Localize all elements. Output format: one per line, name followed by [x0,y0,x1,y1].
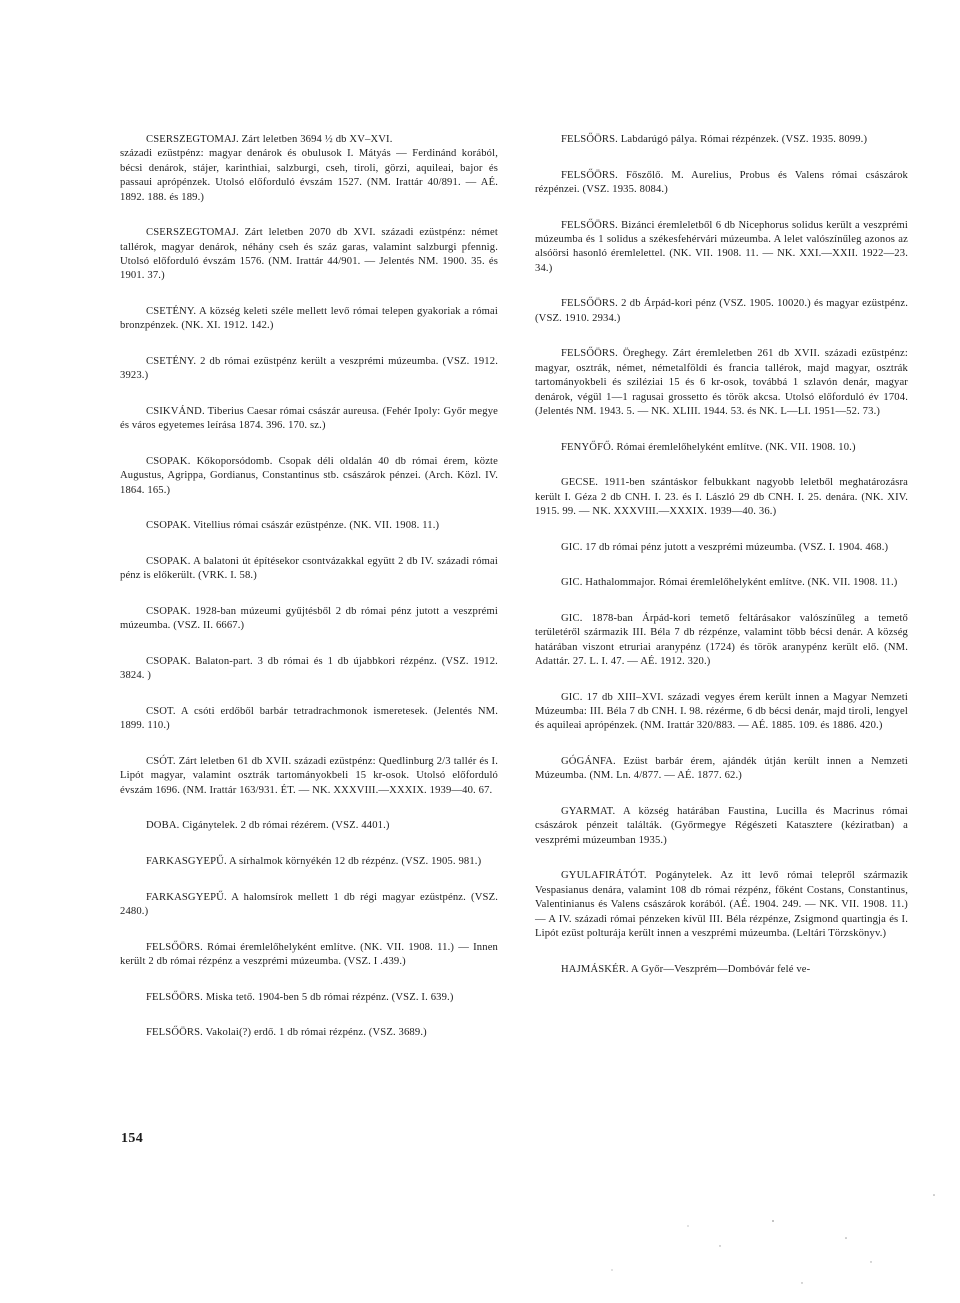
page-number: 154 [121,1131,144,1146]
gazetteer-entry [535,169,908,198]
gazetteer-entry [120,705,498,734]
gazetteer-entry [120,891,498,920]
entry-text: GIC. 17 db XIII–XVI. századi vegyes érem került innen a Magyar Nemzeti Múzeumba: III. Béla 7 db CNH. I. 98. rézérme, 6 db bécsi denár, majd tiroli, lengyel és aquileai aprópénzek. (NM. Irattár 320/883. — AÉ. 1885. 109. és 1886. 420.) [535,691,908,732]
left-column [120,133,498,1062]
gazetteer-entry [120,133,498,205]
gazetteer-entry [120,519,498,533]
entry-text: FELSŐÖRS. Vakolai(?) erdő. 1 db római rézpénz. (VSZ. 3689.) [146,1027,427,1039]
entry-text: GYARMAT. A község határában Faustina, Lucilla és Macrinus római császárok pénzeit találták. (Győrmegye Régészeti Katasztere (kéziratban) a veszprémi múzeumban 1935.) [535,806,908,846]
gazetteer-entry [535,347,908,419]
entry-text: CSOPAK. A balatoni út építésekor csontvázakkal együtt 2 db IV. századi római pénz is előkerült. (VRK. I. 58.) [120,556,498,582]
gazetteer-entry [535,691,908,734]
entry-text: FARKASGYEPŰ. A halomsírok mellett 1 db régi magyar ezüstpénz. (VSZ. 2480.) [120,891,498,918]
gazetteer-entry [535,133,908,147]
gazetteer-entry [120,1026,498,1040]
entry-text: CSOPAK. 1928-ban múzeumi gyűjtésből 2 db római pénz jutott a veszprémi múzeumba. (VSZ. II. 6667.) [120,606,498,632]
gazetteer-entry [120,655,498,684]
gazetteer-entry [120,555,498,584]
gazetteer-entry [120,405,498,434]
gazetteer-entry [535,441,908,455]
gazetteer-entry [120,819,498,833]
entry-text: FELSŐÖRS. Bizánci éremleletből 6 db Nicephorus solidus került a veszprémi múzeumba és 1 solidus a székesfehérvári múzeumba. A lelet valószínűleg azonos az alsóörsi hasonló éremlelettel. (NK. VII. 1908. 11. — NK. XXI.—XXII. 1922—23. 34.) [535,219,908,274]
entry-text: CSIKVÁND. Tiberius Caesar római császár aureusa. (Fehér Ipoly: Győr megye és város egyetemes leírása 1874. 396. 170. sz.) [120,406,498,432]
gazetteer-entry [535,963,908,977]
gazetteer-entry [535,755,908,784]
entry-text: FELSŐÖRS. Labdarúgó pálya. Római rézpénzek. (VSZ. 1935. 8099.) [561,134,868,145]
entry-text: FELSŐÖRS. Főszőlő. M. Aurelius, Probus és Valens római császárok rézpénzei. (VSZ. 1935. 8084.) [535,169,908,195]
entry-text: GIC. Hathalommajor. Római éremlelőhelyként említve. (NK. VII. 1908. 11.) [561,577,898,589]
entry-text: FELSŐÖRS. Öreghegy. Zárt éremleletben 261 db XVII. századi ezüstpénz: magyar, osztrák, német, németalföldi és francia tallérok, majd magyar, osztrák tartományokbeli és sziléziai 15 és 6 kr-osok, továbbá 1 szlavón denár, magyar denárok, végül 1—1 ragusai grossetto és török akcsa. Utolsó előforduló év 1704. (Jelentés NM. 1943. 5. — NK. XLIII. 1944. 53. és NK. L—LI. 1951—52. 73.) [535,348,908,418]
right-column [535,133,908,998]
entry-text: FARKASGYEPŰ. A sírhalmok környékén 12 db rézpénz. (VSZ. 1905. 981.) [146,856,482,868]
entry-text: GÓGÁNFA. Ezüst barbár érem, ajándék útján került innen a Nemzeti Múzeumba. (NM. Ln. 4/877. — AÉ. 1877. 62.) [535,756,908,782]
gazetteer-entry [535,869,908,941]
gazetteer-entry [120,226,498,284]
gazetteer-entry [535,576,908,590]
entry-text: CSETÉNY. A község keleti széle mellett levő római telepen gyakoriak a római bronzpénzek. (NK. XI. 1912. 142.) [120,306,498,332]
gazetteer-entry [120,455,498,498]
gazetteer-entry [120,855,498,869]
entry-text: CSOPAK. Vitellius római császár ezüstpénze. (NK. VII. 1908. 11.) [146,520,440,532]
entry-text: CSERSZEGTOMAJ. Zárt leletben 2070 db XVI. századi ezüstpénz: német tallérok, magyar denárok, néhány cseh és száz garas, valamint salzburgi pfennig. Utolsó előforduló évszám 1576. (NM. Irattár 44/901. — Jelentés NM. 1900. 35. és 1901. 37.) [120,227,498,282]
gazetteer-entry [535,541,908,555]
entry-text: GECSE. 1911-ben szántáskor felbukkant nagyobb leletből meghatározásra került I. Géza 2 db CNH. I. 23. és I. László 29 db CNH. I. 25. denára. (NK. XIV. 1915. 99. — NK. XXXVIII.—XXXIX. 1939—40. 36.) [535,477,908,518]
gazetteer-entry [535,612,908,670]
entry-text: HAJMÁSKÉR. A Győr—Veszprém—Dombóvár felé ve- [561,963,811,975]
entry-text: CSOPAK. Balaton-part. 3 db római és 1 db újabbkori rézpénz. (VSZ. 1912. 3824. ) [120,656,498,682]
entry-text: CSERSZEGTOMAJ. Zárt leletben 3694 ½ db XV–XVI. századi ezüstpénz: magyar denárok és obulusok I. Mátyás — Ferdinánd korából, bécsi denárok, stájer, karinthiai, salzburgi, cseh, tiroli, görzi, aquileai, bajor és passaui aprópénzek. Utolsó előforduló évszám 1527. (NM. Irattár 40/891. — AÉ. 1892. 188. és 189.) [120,134,498,203]
entry-text: GIC. 17 db római pénz jutott a veszprémi múzeumba. (VSZ. I. 1904. 468.) [561,541,889,553]
gazetteer-entry [120,355,498,384]
entry-text: FELSŐÖRS. Római éremlelőhelyként említve. (NK. VII. 1908. 11.) — Innen került 2 db római rézpénz a veszprémi múzeumba. (VSZ. I .439.) [120,941,498,968]
entry-text: CSETÉNY. 2 db római ezüstpénz került a veszprémi múzeumba. (VSZ. 1912. 3923.) [120,356,498,382]
gazetteer-entry [120,605,498,634]
gazetteer-entry [120,755,498,798]
entry-text: GIC. 1878-ban Árpád-kori temető feltárásakor valószínűleg a temető területéről származik III. Béla 7 db rézpénze, valamint több bécsi denár. A község határában viszont etruriai aranypénz (1724) és török aranypénz került elő. (NM. Adattár. 27. L. I. 47. — AÉ. 1912. 320.) [535,612,908,668]
gazetteer-entry [120,991,498,1005]
entry-text: CSÓT. Zárt leletben 61 db XVII. századi ezüstpénz: Quedlinburg 2/3 tallér és I. Lipót magyar, valamint osztrák tartományokbeli 15 kr-osok. Utolsó előforduló évszám 1696. (NM. Irattár 163/931. ÉT. — NK. XXXVIII.—XXXIX. 1939—40. 67. [120,756,498,796]
entry-text: CSOT. A csóti erdőből barbár tetradrachmonok ismeretesek. (Jelentés NM. 1899. 110.) [120,706,498,732]
entry-text: FELSŐÖRS. Miska tető. 1904-ben 5 db római rézpénz. (VSZ. I. 639.) [146,991,454,1003]
entry-text: GYULAFIRÁTÓT. Pogánytelek. Az itt levő római telepről származik Vespasianus denára, valamint 108 db római rézpénz, főként Costans, Constantinus, Valentinianus és Valens császárok korából. (AÉ. 1904. 249. — NK. VII. 1908. 11.) — A IV. századi római pénzeken kívül III. Béla rézpénze, Zsigmond quartingja és I. Lipót ezüst polturája került innen a veszprémi múzeumba. (Leltári Törzskönyv.) [535,870,908,940]
gazetteer-entry [535,297,908,326]
entry-text: DOBA. Cigánytelek. 2 db római rézérem. (VSZ. 4401.) [146,820,390,832]
gazetteer-entry [535,219,908,277]
gazetteer-entry [120,305,498,334]
gazetteer-entry [535,476,908,519]
entry-text: FENYŐFŐ. Római éremlelőhelyként említve. (NK. VII. 1908. 10.) [561,441,856,453]
gazetteer-entry [535,805,908,848]
gazetteer-entry [120,941,498,970]
entry-text: CSOPAK. Kőkoporsódomb. Csopak déli oldalán 40 db római érem, közte Augustus, Agrippa, Gordianus, Constantinus stb. császárok pénzei. (Arch. Közl. IV. 1864. 165.) [120,456,498,496]
entry-text: FELSŐÖRS. 2 db Árpád-kori pénz (VSZ. 1905. 10020.) és magyar ezüstpénz. (VSZ. 1910. 2934.) [535,298,908,324]
